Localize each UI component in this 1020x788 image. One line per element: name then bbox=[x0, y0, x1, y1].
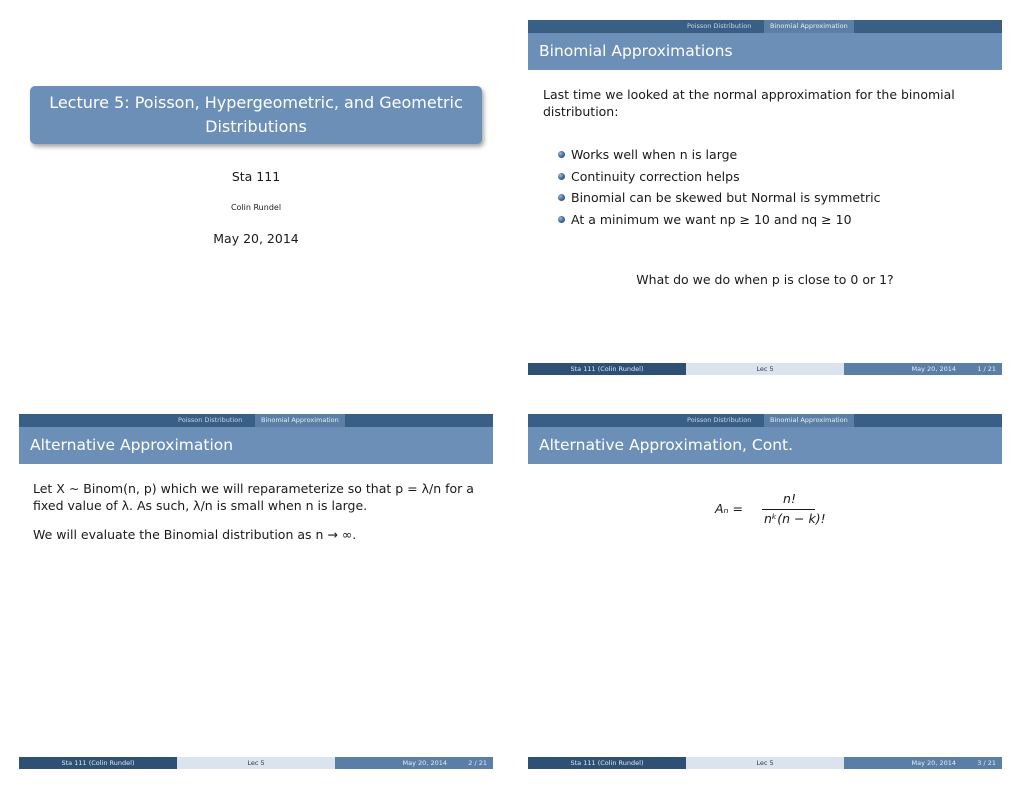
footer-author: Sta 111 (Colin Rundel) bbox=[528, 363, 686, 375]
footer-bar bbox=[19, 757, 493, 769]
nav-section[interactable]: Poisson Distribution bbox=[687, 22, 752, 30]
frame-title: Binomial Approximations bbox=[528, 33, 1002, 70]
bullet-icon bbox=[558, 151, 565, 158]
bullet-icon bbox=[558, 194, 565, 201]
page-number: 2 / 21 bbox=[468, 759, 487, 767]
slide-binomial-approximations bbox=[528, 20, 1002, 375]
footer-date: May 20, 2014 bbox=[911, 759, 956, 767]
frame-title: Alternative Approximation bbox=[19, 427, 493, 464]
frame-title: Alternative Approximation, Cont. bbox=[528, 427, 1002, 464]
paragraph-1 bbox=[33, 480, 474, 514]
nav-subsection[interactable]: Binomial Approximation bbox=[764, 414, 854, 427]
footer-date: May 20, 2014 bbox=[911, 365, 956, 373]
nav-bar bbox=[528, 414, 1002, 427]
nav-bar bbox=[19, 414, 493, 427]
title-slide bbox=[19, 20, 493, 375]
lecture-title-line2: Distributions bbox=[205, 117, 307, 136]
paragraph-2: We will evaluate the Binomial distribution as n → ∞. bbox=[33, 527, 357, 542]
footer-title: Lec 5 bbox=[686, 363, 844, 375]
fraction-bar bbox=[762, 509, 815, 510]
lecture-title-line1: Lecture 5: Poisson, Hypergeometric, and Geometric bbox=[49, 93, 463, 112]
bullet-text: Binomial can be skewed but Normal is symmetric bbox=[571, 190, 881, 205]
list-item bbox=[558, 211, 880, 233]
nav-section[interactable]: Poisson Distribution bbox=[178, 416, 243, 424]
question-text: What do we do when p is close to 0 or 1? bbox=[636, 272, 894, 287]
bullet-icon bbox=[558, 216, 565, 223]
author-name: Colin Rundel bbox=[230, 203, 282, 212]
formula-lhs: Aₙ = bbox=[715, 501, 743, 516]
nav-subsection[interactable]: Binomial Approximation bbox=[255, 414, 345, 427]
footer-author: Sta 111 (Colin Rundel) bbox=[528, 757, 686, 769]
footer-title: Lec 5 bbox=[177, 757, 335, 769]
intro-line2: distribution: bbox=[543, 104, 619, 119]
bullet-text: Works well when n is large bbox=[571, 147, 738, 162]
formula-numerator: n! bbox=[783, 491, 796, 506]
bullet-list bbox=[558, 146, 880, 232]
footer-bar bbox=[528, 363, 1002, 375]
bullet-text: At a minimum we want np ≥ 10 and nq ≥ 10 bbox=[571, 211, 852, 227]
formula-denominator: nᵏ(n − k)! bbox=[764, 511, 826, 526]
lecture-date: May 20, 2014 bbox=[213, 231, 299, 246]
footer-author: Sta 111 (Colin Rundel) bbox=[19, 757, 177, 769]
slide-alternative-approximation-cont bbox=[528, 414, 1002, 769]
page-number: 1 / 21 bbox=[977, 365, 996, 373]
bullet-icon bbox=[558, 173, 565, 180]
footer-date: May 20, 2014 bbox=[402, 759, 447, 767]
nav-section[interactable]: Poisson Distribution bbox=[687, 416, 752, 424]
para1-line1: Let X ∼ Binom(n, p) which we will reparameterize so that p = λ/n for a bbox=[33, 481, 474, 496]
lecture-title-box bbox=[30, 86, 482, 144]
footer-right bbox=[844, 363, 1002, 375]
intro-text bbox=[543, 86, 955, 120]
list-item bbox=[558, 189, 880, 211]
footer-title: Lec 5 bbox=[686, 757, 844, 769]
slide-alternative-approximation bbox=[19, 414, 493, 769]
footer-right bbox=[335, 757, 493, 769]
course-name: Sta 111 bbox=[231, 169, 281, 184]
list-item bbox=[558, 146, 880, 168]
list-item bbox=[558, 168, 880, 190]
para1-line2: fixed value of λ. As such, λ/n is small when n is large. bbox=[33, 498, 368, 513]
bullet-text: Continuity correction helps bbox=[571, 168, 740, 184]
intro-line1: Last time we looked at the normal approximation for the binomial bbox=[543, 87, 955, 102]
nav-bar bbox=[528, 20, 1002, 33]
nav-subsection[interactable]: Binomial Approximation bbox=[764, 20, 854, 33]
footer-bar bbox=[528, 757, 1002, 769]
page-number: 3 / 21 bbox=[977, 759, 996, 767]
footer-right bbox=[844, 757, 1002, 769]
